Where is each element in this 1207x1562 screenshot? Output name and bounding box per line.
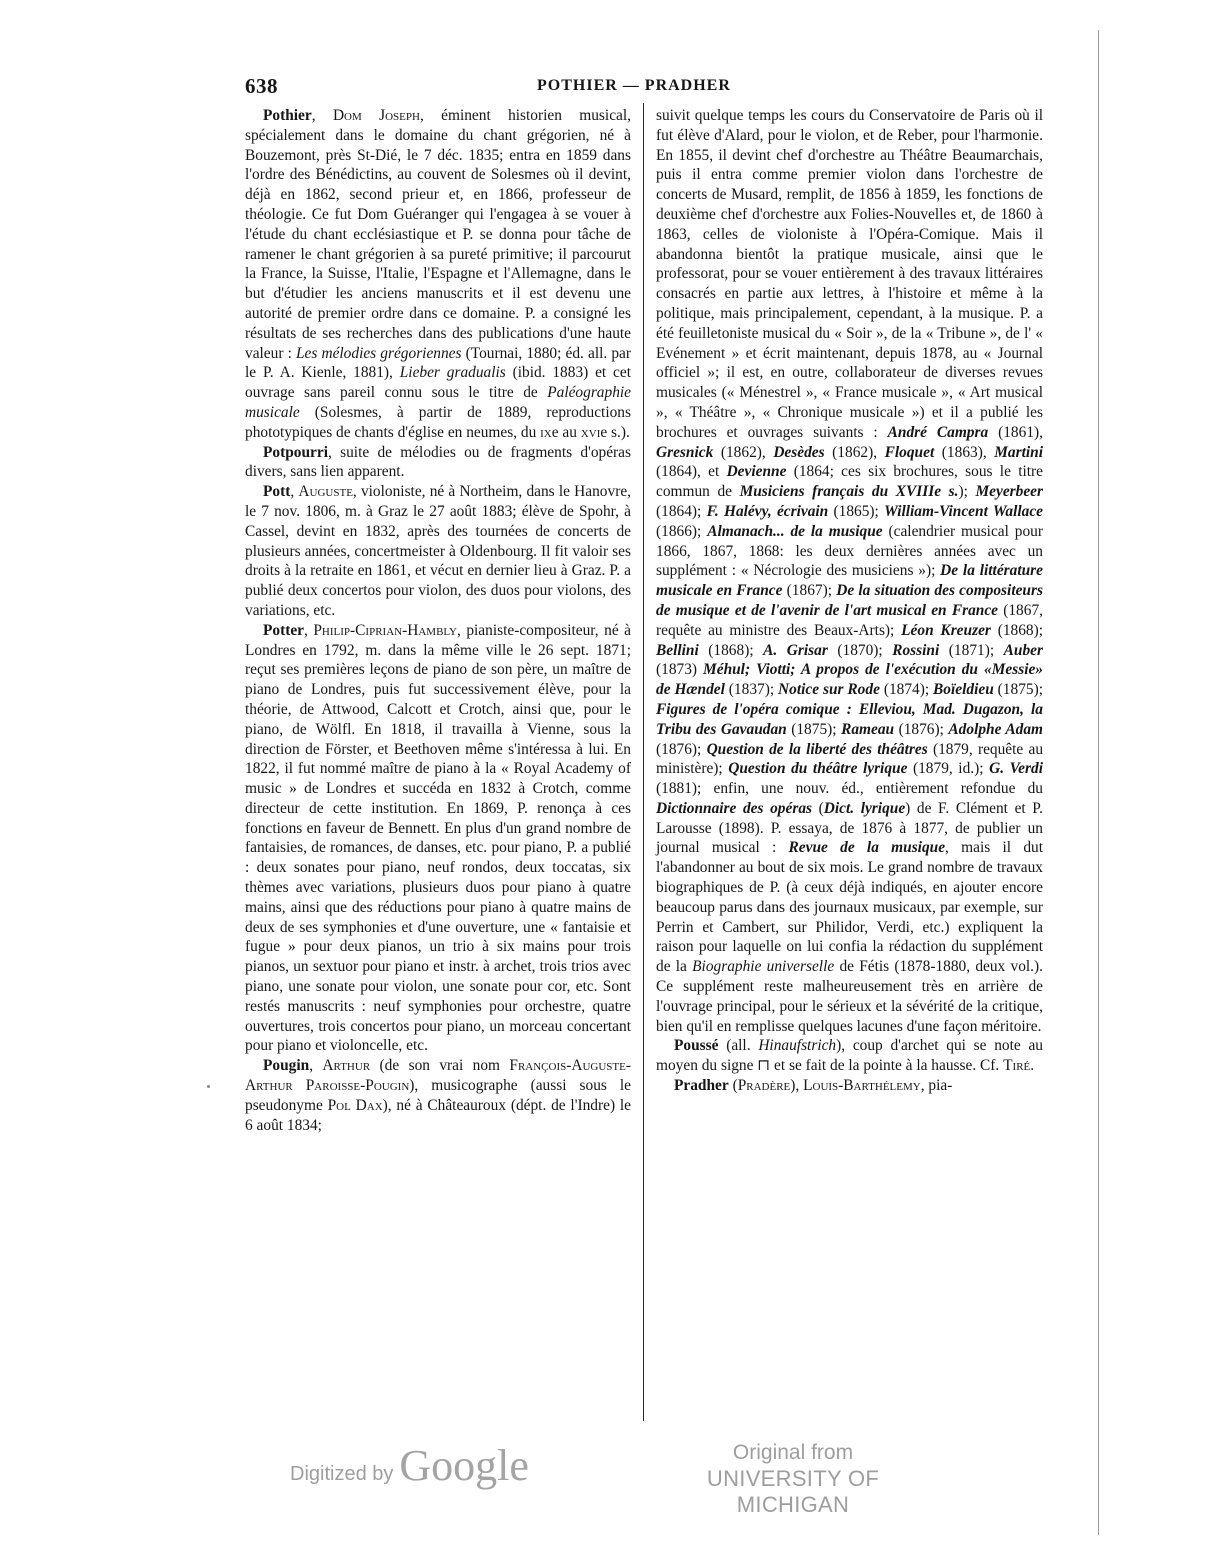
bold-italic-title: Devienne xyxy=(726,463,787,481)
body-text: ), musicographe (aussi sous le pseudonyme xyxy=(245,1077,631,1114)
body-text: (1871); xyxy=(939,641,1004,659)
bold-italic-title: A. Grisar xyxy=(763,641,828,659)
headword: Poussé xyxy=(674,1037,719,1055)
body-text: (calendrier musical pour 1866, 1867, 1868: les deux dernières années avec un supplément : « Nécrologie des musiciens »); xyxy=(656,522,1043,580)
body-text: (all. xyxy=(718,1037,759,1055)
body-text: (1866); xyxy=(656,522,708,540)
body-text: (ibid. 1883) et cet ouvrage sans pareil connu sous le titre de xyxy=(245,364,631,402)
bold-italic-title: Boïeldieu xyxy=(933,681,994,699)
body-text: , xyxy=(304,621,314,639)
small-caps-text: Louis-Barthélemy xyxy=(803,1077,921,1095)
original-from-text: Original from xyxy=(732,1441,854,1464)
body-text: (Tournai, 1880; éd. all. par le P. A. Kienle, 1881), xyxy=(245,344,631,382)
body-text: (1874); xyxy=(879,681,934,699)
bold-italic-title: Martini xyxy=(994,443,1044,461)
body-text: ), xyxy=(790,1077,804,1095)
body-text: ); xyxy=(958,483,976,501)
body-text: suivit quelque temps les cours du Conservatoire de Paris où il fut élève d'Alard, pour le violon, et de Reber, pour l'harmonie. En 1855, il devint chef d'orchestre au Théâtre Beaumarchais, puis il entra comme premier violon dans l'orchestre de concerts de Musard, remplit, de 1856 à 1859, les fonctions de deuxième chef d'orchestre aux Folies-Nouvelles et, de 1860 à 1863, celles de violoniste à l'Opéra-Comique. Mais il abandonna bientôt la pratique musicale, ainsi que le professorat, pour se vouer entièrement à des travaux littéraires consacrés en partie aux lettres, à l'histoire et même à la politique, mais principalement, cependant, à la musique. P. a été feuilletoniste musical du « Soir », de la « Tribune », de l' « Evénement » et écrit maintenant, depuis 1878, au « Journal officiel »; il est, en outre, collaborateur de diverses revues musicales (« Ménestrel », « France musicale », « Art musical », « Théâtre », « Chronique musicale ») et il a publié les brochures et ouvrages suivants : xyxy=(656,107,1043,441)
bold-italic-title: Desèdes xyxy=(773,443,825,461)
bold-italic-title: Floquet xyxy=(884,443,935,461)
body-text: (1862), xyxy=(824,443,885,461)
body-text: (1868); xyxy=(698,641,764,659)
body-text: (de son vrai nom xyxy=(370,1057,510,1075)
headword: Pothier xyxy=(263,107,312,124)
body-text: (1875); xyxy=(786,720,842,738)
bold-italic-title: Figures de l'opéra comique : Elleviou, Mad. Dugazon, la Tribu des Gavaudan xyxy=(656,700,1043,738)
headword: Pott xyxy=(263,483,291,501)
italic-title: Les mélodies grégoriennes xyxy=(295,344,462,362)
entry-pott xyxy=(245,482,631,621)
bold-italic-title: De la situation des compositeurs de musique et de l'avenir de l'art musical en France xyxy=(656,582,1043,619)
body-text: (Solesmes, à partir de 1889, reproductions phototypiques de chants d'église en neumes, du xyxy=(245,403,631,441)
body-text: ( xyxy=(812,799,824,817)
small-caps-text: Philip-Ciprian-Hambly xyxy=(313,621,457,639)
body-text: (1870); xyxy=(827,641,893,659)
body-text: , xyxy=(309,1057,323,1075)
bold-italic-title: André Campra xyxy=(887,423,989,441)
body-text: , éminent historien musical, spécialement dans le domaine du chant grégorien, né à Bouzemont, près St-Dié, le 7 déc. 1835; entra en 1859 dans l'ordre des Bénédictins, au couvent de Solesmes où il devint, déjà en 1862, second prieur et, en 1866, professeur de théologie. Ce fut Dom Guéranger qui l'engagea à se vouer à l'étude du chant ecclésiastique et P. se donna pour tâche de ramener le chant grégorien à sa pureté primitive; il parcourut la France, la Suisse, l'Italie, l'Espagne et l'Allemagne, dans le but d'étudier les anciens manuscrits et il est devenu une autorité de premier ordre dans ce domaine. P. a consigné les résultats de ses recherches dans des publications d'une haute valeur : xyxy=(245,107,631,362)
body-text: , suite de mélodies ou de fragments d'opéras divers, sans lien apparent. xyxy=(245,443,631,481)
column-divider xyxy=(643,103,644,1421)
bold-italic-title: Adolphe Adam xyxy=(948,720,1043,738)
entry-pradher xyxy=(656,1076,1043,1096)
small-caps-text: Tiré xyxy=(1003,1057,1031,1075)
body-text: ), coup d'archet qui se note au moyen du signe ⊓ et se fait de la pointe à la hausse. Cf. xyxy=(656,1037,1044,1075)
bold-italic-title: Notice sur Rode xyxy=(778,681,880,699)
bold-italic-title: Dictionnaire des opéras xyxy=(656,799,813,817)
bold-italic-title: Revue de la musique xyxy=(788,839,946,857)
headword: Potpourri xyxy=(263,443,328,461)
body-text: , pia- xyxy=(920,1077,953,1095)
italic-title: Hinaufstrich xyxy=(758,1037,837,1055)
bold-italic-title: William-Vincent Wallace xyxy=(884,502,1043,520)
body-text: (1867); xyxy=(782,582,837,600)
bold-italic-title: Léon Kreuzer xyxy=(901,621,991,639)
italic-title: Lieber gradualis xyxy=(399,364,506,382)
entry-potter xyxy=(245,621,631,1057)
original-from-watermark xyxy=(668,1440,918,1518)
page-edge-line xyxy=(1098,30,1099,1535)
google-logo-text: Google xyxy=(399,1441,529,1490)
headword: Potter xyxy=(263,621,305,639)
body-text: de Fétis (1878-1880, deux vol.). Ce supplément reste malheureusement très en arrière de l'ouvrage principal, pour le sérieux et la sévérité de la critique, bien qu'il en remplisse quelques lacunes d'une façon méritoire. xyxy=(656,958,1043,1035)
small-caps-text: Dom Joseph xyxy=(332,107,420,124)
italic-title: Paléographie musicale xyxy=(245,384,631,421)
bold-italic-title: Rossini xyxy=(892,641,940,659)
body-text: (1867, requête au ministre des Beaux-Arts); xyxy=(656,601,1043,639)
body-text: , pianiste-compositeur, né à Londres en 1792, m. dans la même ville le 26 sept. 1871; reçut ses premières leçons de piano de son père, un maître de piano de Londres, puis fut successivement élève, pour la théorie, de Attwood, Calcott et Crotch, ainsi que, pour le piano, de Wölfl. En 1818, il travailla à Vienne, sous la direction de Förster, et Beethoven même s'intéressa à lui. En 1822, il fut nommé maître de piano à la « Royal Academy of music » de Londres et succéda en 1832 à Crotch, comme directeur de cette institution. En 1869, P. renonça à ces fonctions en faveur de Bennett. En plus d'un grand nombre de fantaisies, de romances, de danses, etc. pour piano, P. a publié : deux sonates pour piano, neuf rondos, deux toccatas, six thèmes avec variations, plusieurs duos pour piano à quatre mains, ainsi que des réductions pour piano à quatre mains de deux de ses symphonies et d'une ouverture, une « fantaisie et fugue » pour deux pianos, un trio à six mains pour trois pianos, un sextuor pour piano et instr. à archet, trois trios avec piano, une sonate pour violon, une sonate pour cor, etc. Sont restés manuscrits : neuf symphonies pour orchestre, quatre ouvertures, trois concertos pour piano, un morceau concertant pour piano et violoncelle, etc. xyxy=(245,621,631,1055)
bold-italic-title: Almanach... de la musique xyxy=(707,522,883,540)
body-text: ), né à Châteauroux (dépt. de l'Indre) le 6 août 1834; xyxy=(245,1096,631,1134)
body-text: (1864), et xyxy=(656,463,727,481)
page-number: 638 xyxy=(245,74,278,98)
bold-italic-title: Rameau xyxy=(841,720,895,738)
body-text: , mais il dut l'abandonner au bout de six mois. Le grand nombre de travaux biographiques de P. (à ceux déjà indiqués, en ajouter encore beaucoup parus dans des journaux musicaux, par exemple, sur Perrin et Cambert, sur Philidor, Verdi, etc.) expliquent la raison pour laquelle on lui confia la rédaction du supplément de la xyxy=(656,839,1043,976)
body-text: (1879, id.); xyxy=(907,760,990,778)
entry-pougin xyxy=(245,1056,631,1135)
bold-italic-title: Méhul; Viotti; A propos de l'exécution du «Messie» de Hændel xyxy=(656,661,1043,699)
small-caps-text: Pol Dax xyxy=(327,1096,383,1114)
bold-italic-title: Auber xyxy=(1003,641,1043,659)
digitized-by-google-watermark xyxy=(290,1440,529,1491)
body-text: , violoniste, né à Northeim, dans le Hanovre, le 7 nov. 1806, m. à Graz le 27 août 1883; élève de Spohr, à Cassel, devint en 1832, après des tournées de concerts de plusieurs années, concertmeister à Oldenbourg. Il fit valoir ses droits à la retraite en 1861, et vécut en dernier lieu à Graz. P. a publié deux concertos pour violon, des duos pour violons, des variations, etc. xyxy=(245,483,631,619)
body-text: (1881); enfin, une nouv. éd., entièrement refondue du xyxy=(656,780,1043,798)
body-text: (1873) xyxy=(656,661,704,679)
digitized-by-text: Digitized by xyxy=(290,1463,394,1485)
body-text: (1837); xyxy=(724,681,779,699)
bold-italic-title: Musiciens français du XVIIIe s. xyxy=(739,483,959,501)
body-text: ) de F. Clément et P. Larousse (1898). P. essaya, de 1876 à 1877, de publier un journal musical : xyxy=(656,799,1043,857)
headword: Pougin xyxy=(263,1057,310,1075)
small-caps-text: François-Auguste-Arthur Paroisse-Pougin xyxy=(245,1057,631,1095)
body-text: (1862), xyxy=(713,443,774,461)
body-text: . xyxy=(1030,1057,1035,1075)
small-caps-text: ix xyxy=(540,423,552,441)
body-text: , xyxy=(311,107,333,124)
small-caps-text: Auguste xyxy=(298,483,353,501)
bold-italic-title: Dict. lyrique xyxy=(823,799,906,817)
bold-italic-title: Meyerbeer xyxy=(975,483,1043,501)
left-column xyxy=(245,106,631,1135)
bold-italic-title: Gresnick xyxy=(656,443,714,461)
body-text: ( xyxy=(728,1077,738,1095)
body-text: e s.). xyxy=(600,423,630,441)
bold-italic-title: Question de la liberté des théâtres xyxy=(706,740,928,758)
body-text: (1864); xyxy=(656,502,707,520)
small-caps-text: Arthur xyxy=(322,1057,371,1075)
body-text: (1868); xyxy=(990,621,1044,639)
bold-italic-title: De la littérature musicale en France xyxy=(656,562,1043,600)
entry-pousse xyxy=(656,1036,1043,1076)
bold-italic-title: Bellini xyxy=(656,641,699,659)
body-text: (1861), xyxy=(988,423,1043,441)
entry-pougin-continued xyxy=(656,106,1043,1036)
body-text: (1864; ces six brochures, sous le titre commun de xyxy=(656,463,1043,501)
running-head: POTHIER — PRADHER xyxy=(537,77,731,94)
body-text: (1876); xyxy=(894,720,949,738)
body-text: (1875); xyxy=(993,681,1043,699)
body-text: (1879, requête au ministère); xyxy=(656,740,1044,778)
body-text: (1863), xyxy=(934,443,995,461)
small-caps-text: xvi xyxy=(580,423,601,441)
body-text: , xyxy=(290,483,299,501)
entry-pothier xyxy=(245,106,631,443)
university-text: UNIVERSITY OF MICHIGAN xyxy=(706,1466,880,1517)
entry-potpourri xyxy=(245,443,631,483)
headword: Pradher xyxy=(674,1077,729,1095)
body-text: (1876); xyxy=(656,740,707,758)
body-text: e au xyxy=(551,423,581,441)
body-text: (1865); xyxy=(828,502,885,520)
bold-italic-title: F. Halévy, écrivain xyxy=(706,502,829,520)
italic-title: Biographie universelle xyxy=(692,958,835,976)
bold-italic-title: G. Verdi xyxy=(989,760,1043,778)
right-column xyxy=(656,106,1043,1096)
small-caps-text: Pradère xyxy=(737,1077,791,1095)
bold-italic-title: Question du théâtre lyrique xyxy=(728,760,908,778)
scan-speck xyxy=(207,1085,210,1088)
